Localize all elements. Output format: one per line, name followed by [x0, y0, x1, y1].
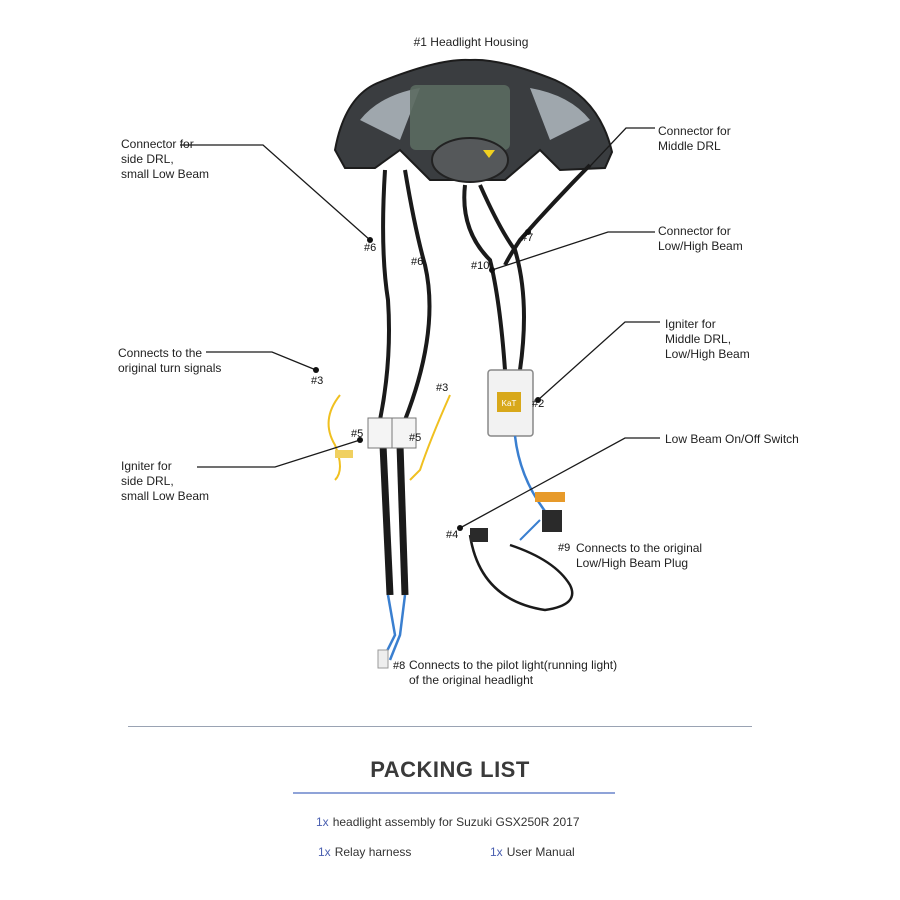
callout-line: Igniter for — [121, 459, 172, 473]
part-number-4: #4 — [446, 529, 459, 541]
packing-qty: 1x — [316, 815, 329, 829]
packing-item — [316, 815, 580, 829]
part-number-7: #7 — [521, 232, 534, 244]
part-number-5b: #5 — [409, 432, 422, 444]
callout-igniter-side — [121, 459, 209, 504]
callout-low-beam-switch — [665, 432, 799, 447]
packing-item — [318, 845, 411, 859]
callout-line: side DRL, — [121, 152, 174, 166]
callout-line: Low/High Beam — [665, 347, 750, 361]
housing-title: #1 Headlight Housing — [413, 35, 529, 49]
callout-line: Middle DRL — [658, 139, 721, 153]
callout-line: side DRL, — [121, 474, 174, 488]
packing-item — [490, 845, 575, 859]
callout-line: Connects to the pilot light(running light) — [409, 658, 618, 672]
callout-line: Connects to the original — [576, 541, 703, 555]
packing-text: headlight assembly for Suzuki GSX250R 2017 — [332, 815, 580, 829]
callout-line: Low Beam On/Off Switch — [665, 432, 799, 446]
packing-qty: 1x — [490, 845, 503, 859]
part-number-3a: #3 — [311, 375, 324, 387]
part-number-10: #10 — [471, 260, 490, 272]
callout-line: of the original headlight — [409, 673, 534, 687]
part-number-6b: #6 — [411, 256, 424, 268]
callout-igniter-middle — [665, 317, 750, 362]
callout-line: Connector for — [658, 224, 731, 238]
callout-middle-drl-connector — [658, 124, 731, 154]
callout-line: original turn signals — [118, 361, 222, 375]
callout-line: Low/High Beam — [658, 239, 743, 253]
callout-line: small Low Beam — [121, 167, 210, 181]
part-number-2: #2 — [532, 398, 545, 410]
middle-igniter — [488, 370, 533, 436]
drl-strips — [378, 445, 405, 668]
packing-list-underline — [293, 792, 615, 794]
callout-pilot-light — [409, 658, 617, 688]
packing-text: User Manual — [506, 845, 575, 859]
section-divider — [128, 726, 752, 727]
headlight-housing — [335, 60, 612, 182]
callout-low-high-connector — [658, 224, 743, 254]
part-number-5a: #5 — [351, 428, 364, 440]
callout-line: Connector for — [121, 137, 194, 151]
part-number-3b: #3 — [436, 382, 449, 394]
callout-line: Igniter for — [665, 317, 716, 331]
svg-text:KaT: KaT — [501, 399, 517, 408]
part-number-9: #9 — [558, 542, 571, 554]
packing-list-title: PACKING LIST — [370, 757, 530, 782]
packing-text: Relay harness — [334, 845, 412, 859]
low-beam-wiring — [470, 436, 572, 610]
packing-qty: 1x — [318, 845, 331, 859]
callout-turn-signals — [118, 346, 221, 376]
callout-line: Low/High Beam Plug — [576, 556, 689, 570]
part-number-8: #8 — [393, 660, 406, 672]
part-number-6a: #6 — [364, 242, 377, 254]
callout-line: Connects to the — [118, 346, 203, 360]
callout-side-drl-connector — [121, 137, 209, 182]
callout-line: small Low Beam — [121, 489, 210, 503]
callout-line: Connector for — [658, 124, 731, 138]
callout-low-high-plug — [576, 541, 702, 571]
callout-line: Middle DRL, — [665, 332, 732, 346]
